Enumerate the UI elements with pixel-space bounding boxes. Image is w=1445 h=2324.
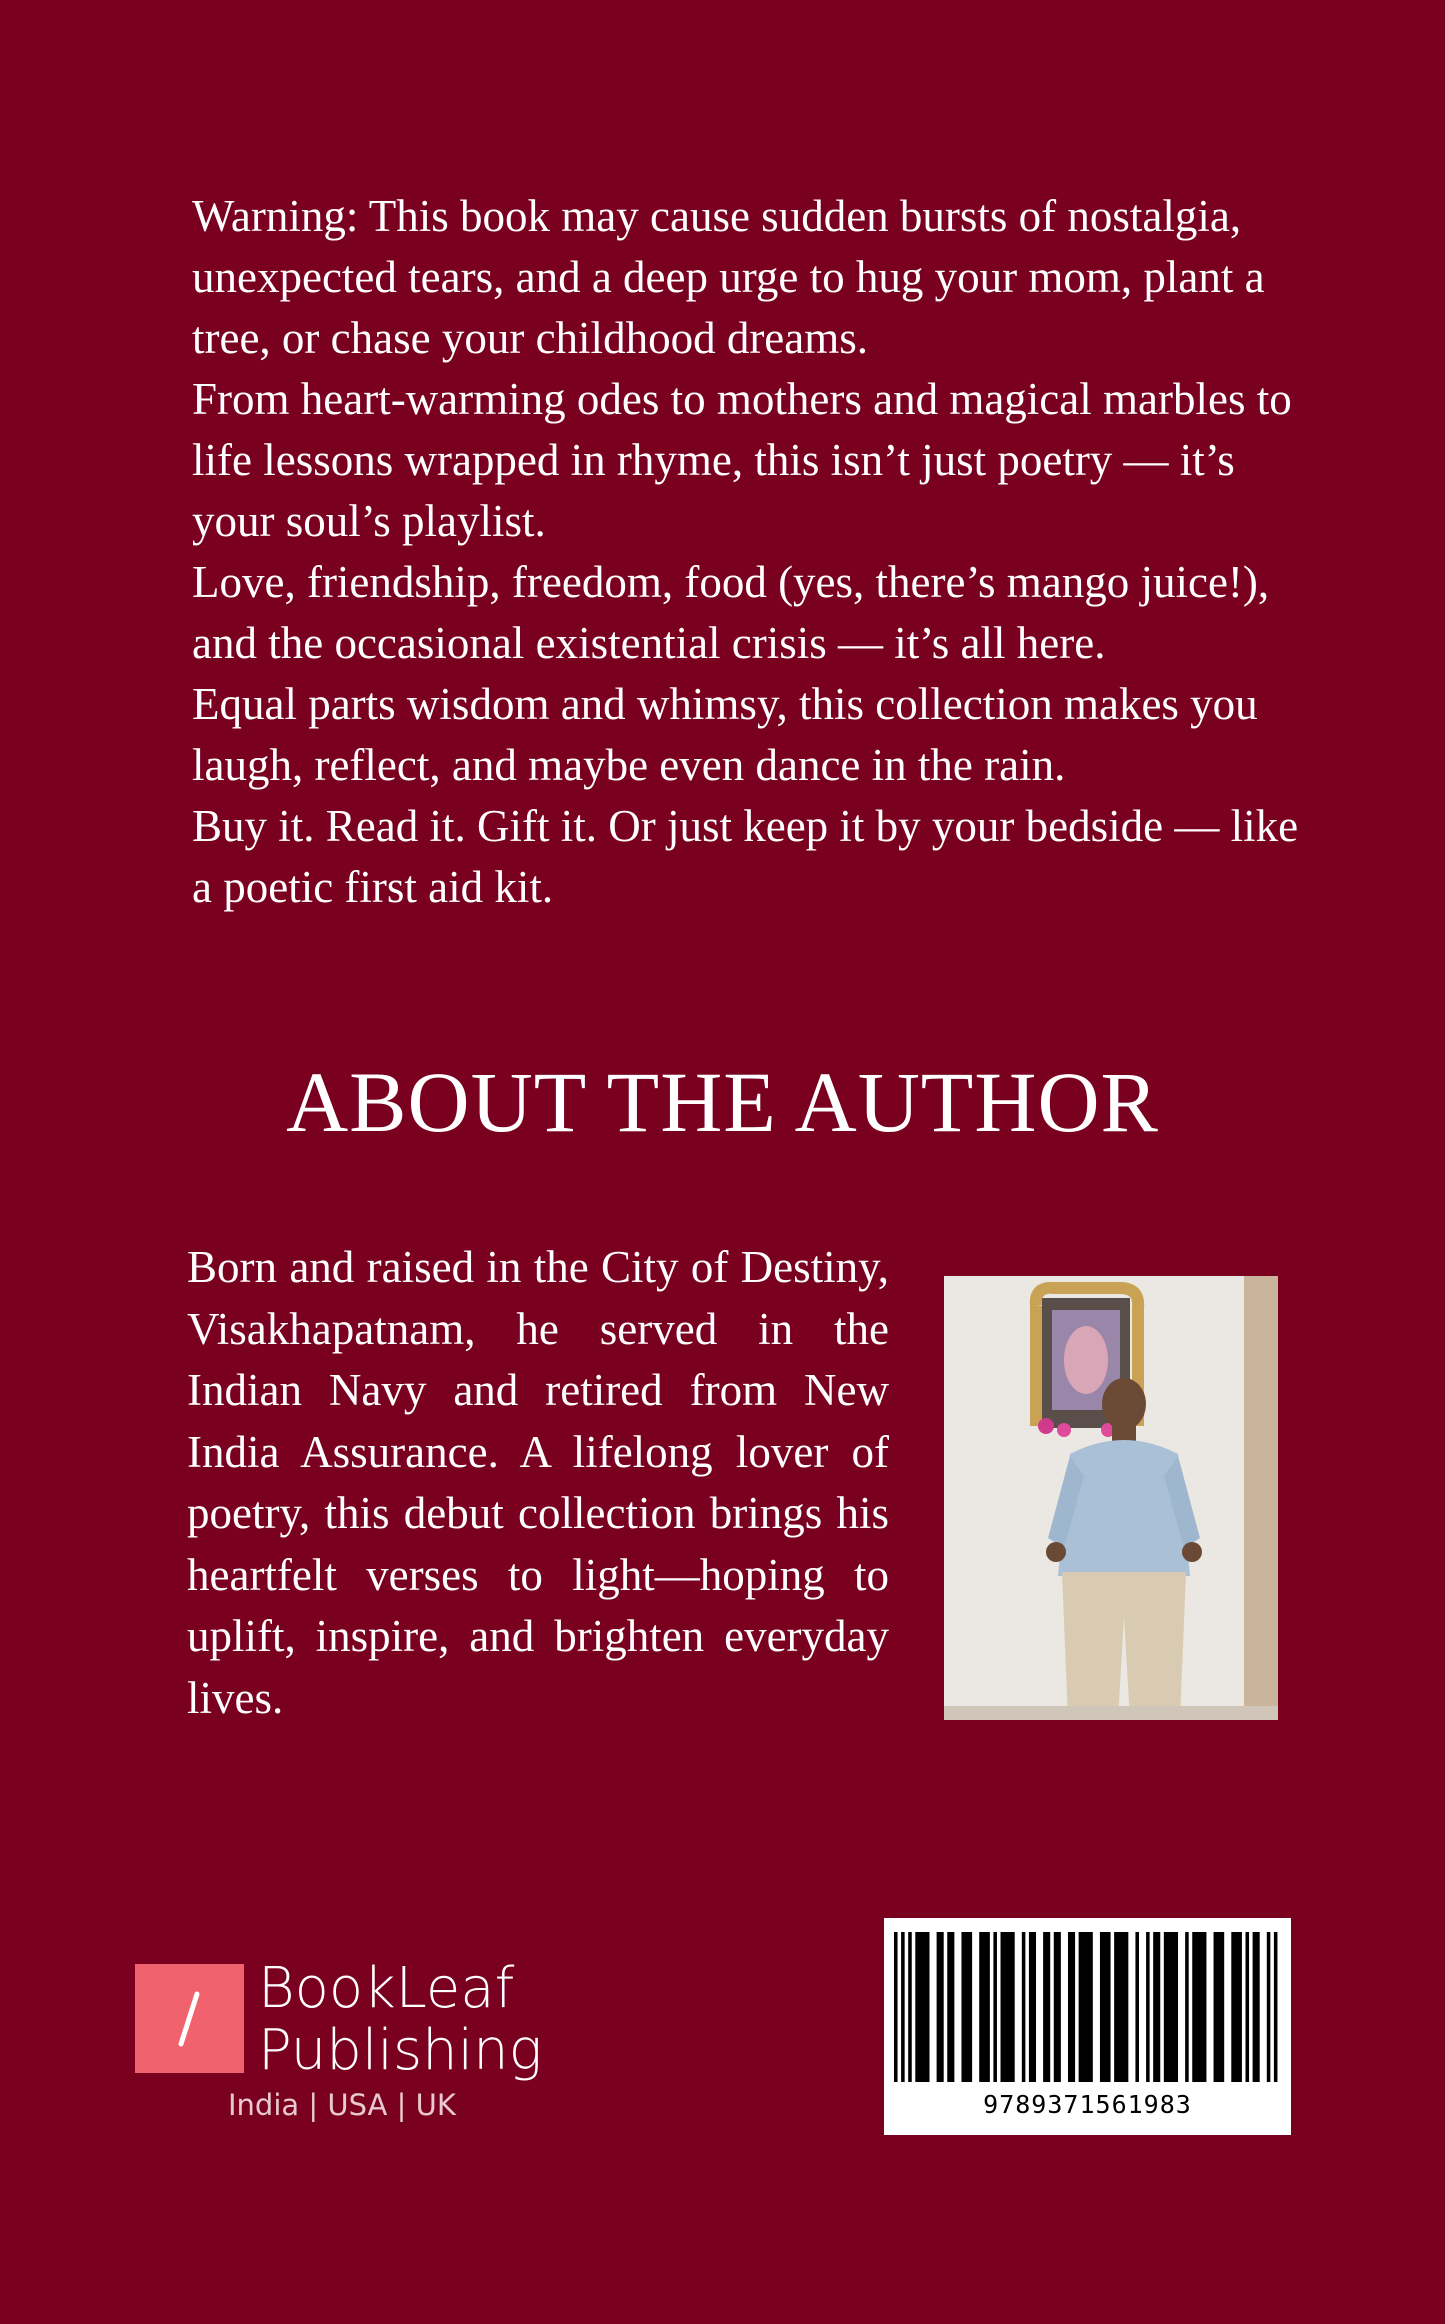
barcode-bar (1068, 1932, 1075, 2082)
barcode-bar (1100, 1932, 1111, 2082)
barcode-bar (1054, 1932, 1061, 2082)
publisher-name-line2: Publishing (258, 2018, 543, 2083)
isbn-number: 9789371561983 (983, 2090, 1192, 2119)
barcode-bar (1214, 1932, 1225, 2082)
barcode-bars (894, 1932, 1281, 2082)
barcode-bar (993, 1932, 997, 2082)
blurb-paragraph-odes: From heart-warming odes to mothers and magical marbles to life lessons wrapped in rhyme, this isn’t just poetry — it’s your soul’s playlist. (192, 374, 1292, 546)
barcode-bar (1185, 1932, 1189, 2082)
author-bio: Born and raised in the City of Destiny, Visakhapatnam, he served in the Indian Navy and retired from New India Assurance. A lifelong lover of poetry, this debut collection brings his heartfelt verses to light—hoping to uplift, inspire, and brighten everyday lives. (187, 1242, 889, 1723)
barcode-bar (1114, 1932, 1128, 2082)
about-author-heading: ABOUT THE AUTHOR (286, 1054, 1159, 1150)
barcode-bar (1022, 1932, 1026, 2082)
barcode-bar (1164, 1932, 1178, 2082)
barcode-bar (937, 1932, 944, 2082)
barcode-bar (1192, 1932, 1206, 2082)
blurb-paragraph-wisdom: Equal parts wisdom and whimsy, this collection makes you laugh, reflect, and maybe even dance in the rain. (192, 679, 1258, 790)
publisher-name-line1: BookLeaf (258, 1956, 515, 2021)
barcode-bar (1043, 1932, 1050, 2082)
barcode-bar (1146, 1932, 1150, 2082)
publisher-name (258, 1958, 542, 2082)
barcode-bar (1274, 1932, 1278, 2082)
barcode-bar (894, 1932, 898, 2082)
barcode-bar (1231, 1932, 1242, 2082)
barcode-bar (915, 1932, 929, 2082)
publisher-logo-mark (135, 1964, 244, 2073)
barcode-bar (1267, 1932, 1271, 2082)
barcode-bar (1029, 1932, 1036, 2082)
barcode-bar (1153, 1932, 1160, 2082)
barcode-bar (901, 1932, 905, 2082)
barcode-bar (961, 1932, 972, 2082)
barcode-bar (908, 1932, 912, 2082)
publisher-locations: India | USA | UK (228, 2088, 456, 2122)
barcode-bar (1253, 1932, 1260, 2082)
barcode-bar (1246, 1932, 1250, 2082)
barcode-bar (947, 1932, 954, 2082)
barcode-bar (1079, 1932, 1093, 2082)
blurb-paragraph-warning: Warning: This book may cause sudden bursts of nostalgia, unexpected tears, and a deep urge to hug your mom, plant a tree, or chase your childhood dreams. (192, 191, 1265, 363)
author-photo (944, 1276, 1278, 1720)
blurb-paragraph-love: Love, friendship, freedom, food (yes, there’s mango juice!), and the occasional existential crisis — it’s all here. (192, 557, 1270, 668)
back-cover-blurb (192, 186, 1302, 918)
barcode-bar (1001, 1932, 1015, 2082)
isbn-barcode (884, 1918, 1291, 2135)
blurb-paragraph-buy: Buy it. Read it. Gift it. Or just keep it by your bedside — like a poetic first aid kit. (192, 801, 1299, 912)
barcode-bar (979, 1932, 990, 2082)
barcode-bar (1135, 1932, 1139, 2082)
